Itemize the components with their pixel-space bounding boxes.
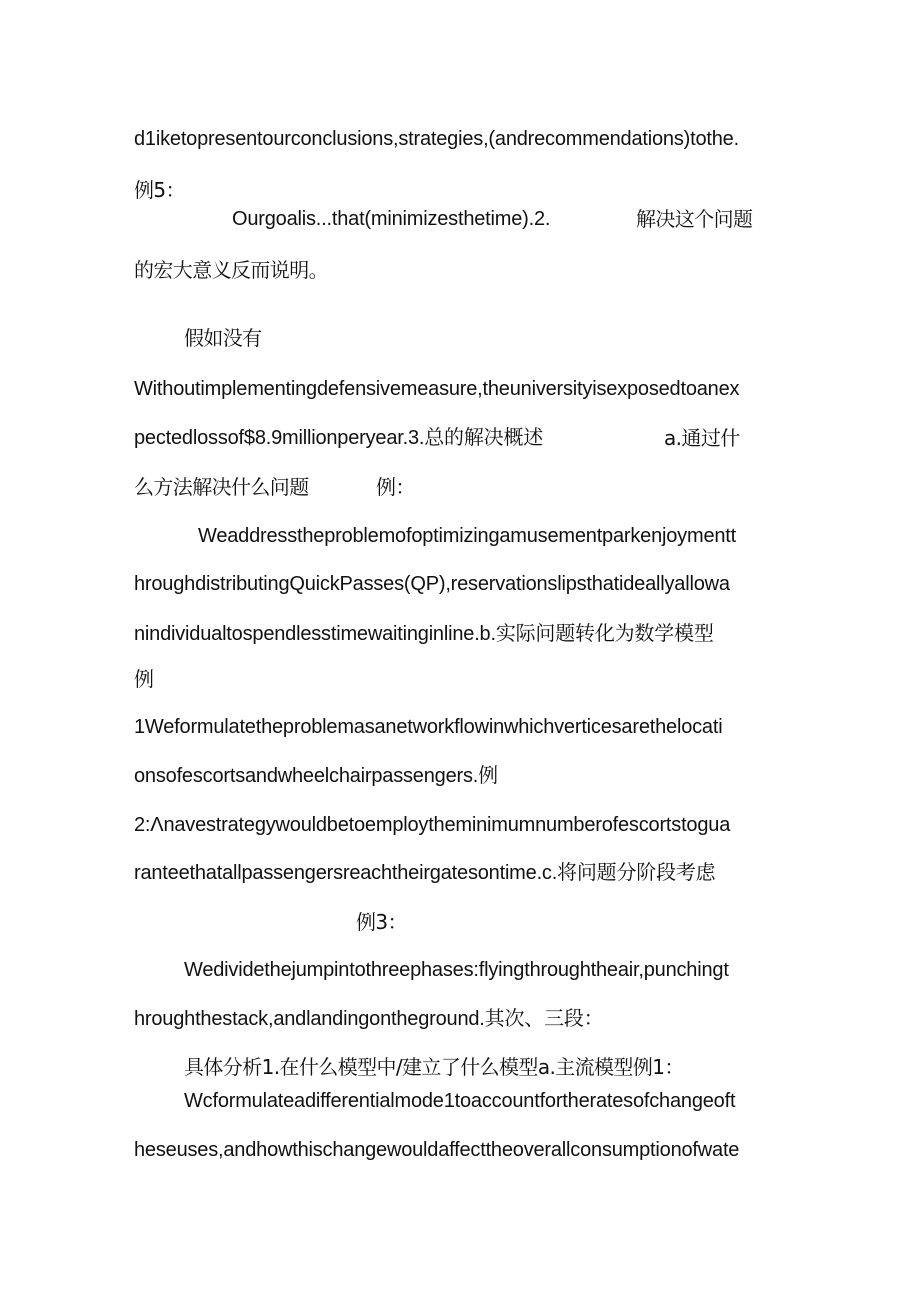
text-line-11: nindividualtospendlesstimewaitinginline.b.实际问题转化为数学模型 — [134, 623, 714, 645]
text-line-8b: 例： — [376, 475, 415, 499]
text-line-18: Wedividethejumpintothreephases:flyingthroughtheair,punchingt — [184, 959, 729, 981]
text-line-2: 例5： — [134, 178, 185, 202]
text-line-3b: 解决这个问题 — [636, 207, 753, 231]
text-line-10: hroughdistributingQuickPasses(QP),reservationslipsthatideallyallowa — [134, 573, 730, 595]
text-line-16: ranteethatallpassengersreachtheirgatesontime.c.将问题分阶段考虑 — [134, 862, 716, 884]
text-line-22: heseuses,andhowthischangewouldaffecttheoverallconsumptionofwate — [134, 1139, 740, 1161]
text-line-19: hroughthestack,andlandingontheground.其次、三段： — [134, 1008, 604, 1030]
text-line-12: 例 — [134, 667, 154, 691]
text-line-7b: a.通过什 — [664, 426, 740, 450]
text-line-15: 2:Λnavestrategywouldbetoemploytheminimumnumberofescortstogua — [134, 814, 731, 836]
text-line-17: 例3： — [356, 910, 407, 934]
text-line-20: 具体分析1.在什么模型中/建立了什么模型a.主流模型例1： — [184, 1055, 684, 1079]
text-line-13: 1Weformulatetheproblemasanetworkflowinwhichverticesarethelocati — [134, 716, 723, 738]
text-line-14: onsofescortsandwheelchairpassengers.例 — [134, 765, 498, 787]
text-line-3a: Ourgoalis...that(minimizesthetime).2. — [232, 208, 551, 230]
text-line-8a: 么方法解决什么问题 — [134, 475, 309, 499]
text-line-7a: pectedlossof$8.9millionperyear.3.总的解决概述 — [134, 427, 544, 449]
text-line-4: 的宏大意义反而说明。 — [134, 258, 328, 282]
text-line-9: Weaddresstheproblemofoptimizingamusementparkenjoymentt — [198, 525, 736, 547]
text-line-1: d1iketopresentourconclusions,strategies,(andrecommendations)tothe. — [134, 128, 739, 150]
text-line-6: Withoutimplementingdefensivemeasure,theuniversityisexposedtoanex — [134, 378, 740, 400]
text-line-5: 假如没有 — [184, 326, 262, 350]
text-line-21: Wcformulateadifferentialmode1toaccountfortheratesofchangeoft — [184, 1090, 736, 1112]
